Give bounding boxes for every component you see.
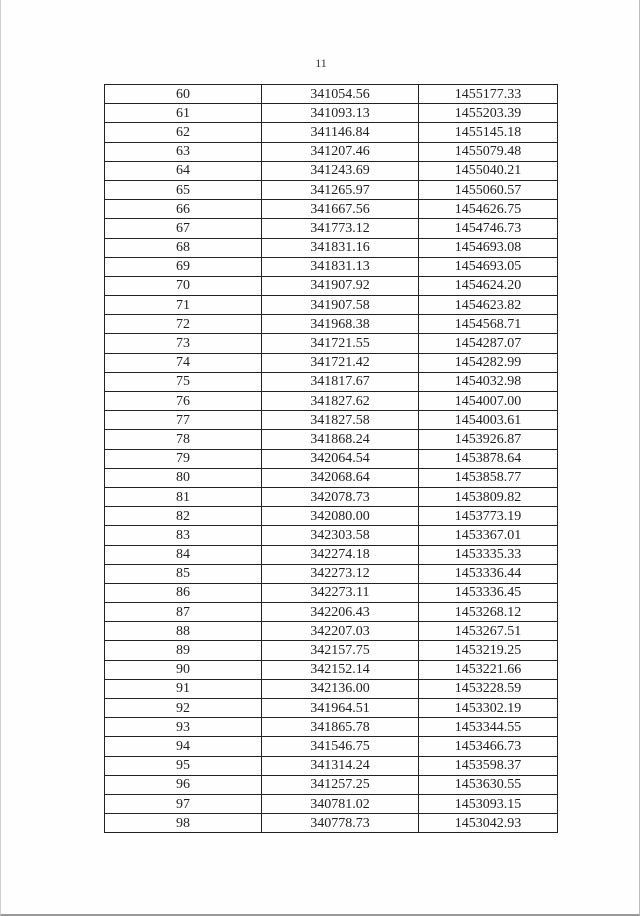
x-coordinate-cell: 342078.73: [262, 487, 419, 506]
point-number-cell: 76: [105, 392, 262, 411]
y-coordinate-cell: 1453367.01: [419, 526, 558, 545]
point-number-cell: 62: [105, 123, 262, 142]
y-coordinate-cell: 1453219.25: [419, 641, 558, 660]
point-number-cell: 80: [105, 468, 262, 487]
x-coordinate-cell: 341243.69: [262, 161, 419, 180]
table-row: [105, 468, 558, 487]
y-coordinate-cell: 1453335.33: [419, 545, 558, 564]
y-coordinate-cell: 1454032.98: [419, 372, 558, 391]
point-number-cell: 96: [105, 775, 262, 794]
x-coordinate-cell: 342274.18: [262, 545, 419, 564]
table-row: [105, 718, 558, 737]
x-coordinate-cell: 341146.84: [262, 123, 419, 142]
table-row: [105, 392, 558, 411]
x-coordinate-cell: 341773.12: [262, 219, 419, 238]
y-coordinate-cell: 1454624.20: [419, 276, 558, 295]
table-row: [105, 104, 558, 123]
point-number-cell: 70: [105, 276, 262, 295]
y-coordinate-cell: 1453878.64: [419, 449, 558, 468]
table-row: [105, 411, 558, 430]
y-coordinate-cell: 1454693.08: [419, 238, 558, 257]
y-coordinate-cell: 1454568.71: [419, 315, 558, 334]
y-coordinate-cell: 1454007.00: [419, 392, 558, 411]
table-row: [105, 142, 558, 161]
y-coordinate-cell: 1453630.55: [419, 775, 558, 794]
table-row: [105, 219, 558, 238]
x-coordinate-cell: 342303.58: [262, 526, 419, 545]
table-row: [105, 603, 558, 622]
y-coordinate-cell: 1453858.77: [419, 468, 558, 487]
y-coordinate-cell: 1455145.18: [419, 123, 558, 142]
y-coordinate-cell: 1455060.57: [419, 180, 558, 199]
table-row: [105, 583, 558, 602]
x-coordinate-cell: 342157.75: [262, 641, 419, 660]
point-number-cell: 65: [105, 180, 262, 199]
y-coordinate-cell: 1453344.55: [419, 718, 558, 737]
point-number-cell: 91: [105, 679, 262, 698]
x-coordinate-cell: 341827.62: [262, 392, 419, 411]
table-row: [105, 315, 558, 334]
x-coordinate-cell: 342136.00: [262, 679, 419, 698]
y-coordinate-cell: 1453809.82: [419, 487, 558, 506]
point-number-cell: 98: [105, 814, 262, 833]
table-row: [105, 449, 558, 468]
table-row: [105, 507, 558, 526]
table-row: [105, 372, 558, 391]
table-row: [105, 353, 558, 372]
table-row: [105, 641, 558, 660]
x-coordinate-cell: 340781.02: [262, 794, 419, 813]
x-coordinate-cell: 342080.00: [262, 507, 419, 526]
table-row: [105, 487, 558, 506]
table-row: [105, 794, 558, 813]
x-coordinate-cell: 341093.13: [262, 104, 419, 123]
x-coordinate-cell: 342152.14: [262, 660, 419, 679]
x-coordinate-cell: 341968.38: [262, 315, 419, 334]
point-number-cell: 66: [105, 200, 262, 219]
point-number-cell: 95: [105, 756, 262, 775]
x-coordinate-cell: 341667.56: [262, 200, 419, 219]
y-coordinate-cell: 1453042.93: [419, 814, 558, 833]
y-coordinate-cell: 1454287.07: [419, 334, 558, 353]
x-coordinate-cell: 341546.75: [262, 737, 419, 756]
x-coordinate-cell: 340778.73: [262, 814, 419, 833]
table-row: [105, 756, 558, 775]
x-coordinate-cell: 341207.46: [262, 142, 419, 161]
point-number-cell: 61: [105, 104, 262, 123]
point-number-cell: 85: [105, 564, 262, 583]
x-coordinate-cell: 341827.58: [262, 411, 419, 430]
x-coordinate-cell: 341907.92: [262, 276, 419, 295]
table-row: [105, 161, 558, 180]
y-coordinate-cell: 1455203.39: [419, 104, 558, 123]
x-coordinate-cell: 341865.78: [262, 718, 419, 737]
x-coordinate-cell: 341265.97: [262, 180, 419, 199]
table-row: [105, 123, 558, 142]
table-row: [105, 180, 558, 199]
y-coordinate-cell: 1453336.45: [419, 583, 558, 602]
table-row: [105, 334, 558, 353]
table-row: [105, 200, 558, 219]
point-number-cell: 87: [105, 603, 262, 622]
y-coordinate-cell: 1454693.05: [419, 257, 558, 276]
point-number-cell: 93: [105, 718, 262, 737]
point-number-cell: 75: [105, 372, 262, 391]
table-row: [105, 679, 558, 698]
x-coordinate-cell: 341257.25: [262, 775, 419, 794]
point-number-cell: 64: [105, 161, 262, 180]
table-row: [105, 85, 558, 104]
point-number-cell: 81: [105, 487, 262, 506]
y-coordinate-cell: 1453302.19: [419, 699, 558, 718]
table-row: [105, 430, 558, 449]
point-number-cell: 69: [105, 257, 262, 276]
y-coordinate-cell: 1455040.21: [419, 161, 558, 180]
x-coordinate-cell: 341831.13: [262, 257, 419, 276]
x-coordinate-cell: 342206.43: [262, 603, 419, 622]
y-coordinate-cell: 1453466.73: [419, 737, 558, 756]
point-number-cell: 60: [105, 85, 262, 104]
point-number-cell: 84: [105, 545, 262, 564]
table-row: [105, 296, 558, 315]
table-row: [105, 699, 558, 718]
point-number-cell: 97: [105, 794, 262, 813]
point-number-cell: 90: [105, 660, 262, 679]
coordinate-table: [104, 84, 558, 833]
x-coordinate-cell: 341907.58: [262, 296, 419, 315]
x-coordinate-cell: 341868.24: [262, 430, 419, 449]
point-number-cell: 89: [105, 641, 262, 660]
x-coordinate-cell: 342273.12: [262, 564, 419, 583]
point-number-cell: 73: [105, 334, 262, 353]
y-coordinate-cell: 1453228.59: [419, 679, 558, 698]
y-coordinate-cell: 1455177.33: [419, 85, 558, 104]
x-coordinate-cell: 341314.24: [262, 756, 419, 775]
point-number-cell: 63: [105, 142, 262, 161]
x-coordinate-cell: 341054.56: [262, 85, 419, 104]
x-coordinate-cell: 341721.55: [262, 334, 419, 353]
point-number-cell: 68: [105, 238, 262, 257]
table-row: [105, 775, 558, 794]
point-number-cell: 82: [105, 507, 262, 526]
point-number-cell: 86: [105, 583, 262, 602]
y-coordinate-cell: 1453336.44: [419, 564, 558, 583]
table-row: [105, 814, 558, 833]
x-coordinate-cell: 342207.03: [262, 622, 419, 641]
page-number: 11: [315, 56, 327, 70]
table-row: [105, 238, 558, 257]
x-coordinate-cell: 341964.51: [262, 699, 419, 718]
y-coordinate-cell: 1454003.61: [419, 411, 558, 430]
y-coordinate-cell: 1453926.87: [419, 430, 558, 449]
y-coordinate-cell: 1454282.99: [419, 353, 558, 372]
x-coordinate-cell: 342273.11: [262, 583, 419, 602]
point-number-cell: 74: [105, 353, 262, 372]
point-number-cell: 94: [105, 737, 262, 756]
y-coordinate-cell: 1453221.66: [419, 660, 558, 679]
x-coordinate-cell: 342068.64: [262, 468, 419, 487]
point-number-cell: 67: [105, 219, 262, 238]
y-coordinate-cell: 1453773.19: [419, 507, 558, 526]
table-row: [105, 622, 558, 641]
table-row: [105, 737, 558, 756]
point-number-cell: 83: [105, 526, 262, 545]
y-coordinate-cell: 1453598.37: [419, 756, 558, 775]
y-coordinate-cell: 1455079.48: [419, 142, 558, 161]
y-coordinate-cell: 1454623.82: [419, 296, 558, 315]
point-number-cell: 72: [105, 315, 262, 334]
point-number-cell: 77: [105, 411, 262, 430]
point-number-cell: 79: [105, 449, 262, 468]
coordinate-table-body: [105, 85, 558, 833]
point-number-cell: 92: [105, 699, 262, 718]
x-coordinate-cell: 341721.42: [262, 353, 419, 372]
table-row: [105, 660, 558, 679]
table-row: [105, 276, 558, 295]
x-coordinate-cell: 341831.16: [262, 238, 419, 257]
point-number-cell: 71: [105, 296, 262, 315]
x-coordinate-cell: 342064.54: [262, 449, 419, 468]
point-number-cell: 88: [105, 622, 262, 641]
y-coordinate-cell: 1453268.12: [419, 603, 558, 622]
table-row: [105, 545, 558, 564]
y-coordinate-cell: 1454626.75: [419, 200, 558, 219]
table-row: [105, 257, 558, 276]
table-row: [105, 526, 558, 545]
y-coordinate-cell: 1453267.51: [419, 622, 558, 641]
table-row: [105, 564, 558, 583]
x-coordinate-cell: 341817.67: [262, 372, 419, 391]
y-coordinate-cell: 1454746.73: [419, 219, 558, 238]
y-coordinate-cell: 1453093.15: [419, 794, 558, 813]
point-number-cell: 78: [105, 430, 262, 449]
